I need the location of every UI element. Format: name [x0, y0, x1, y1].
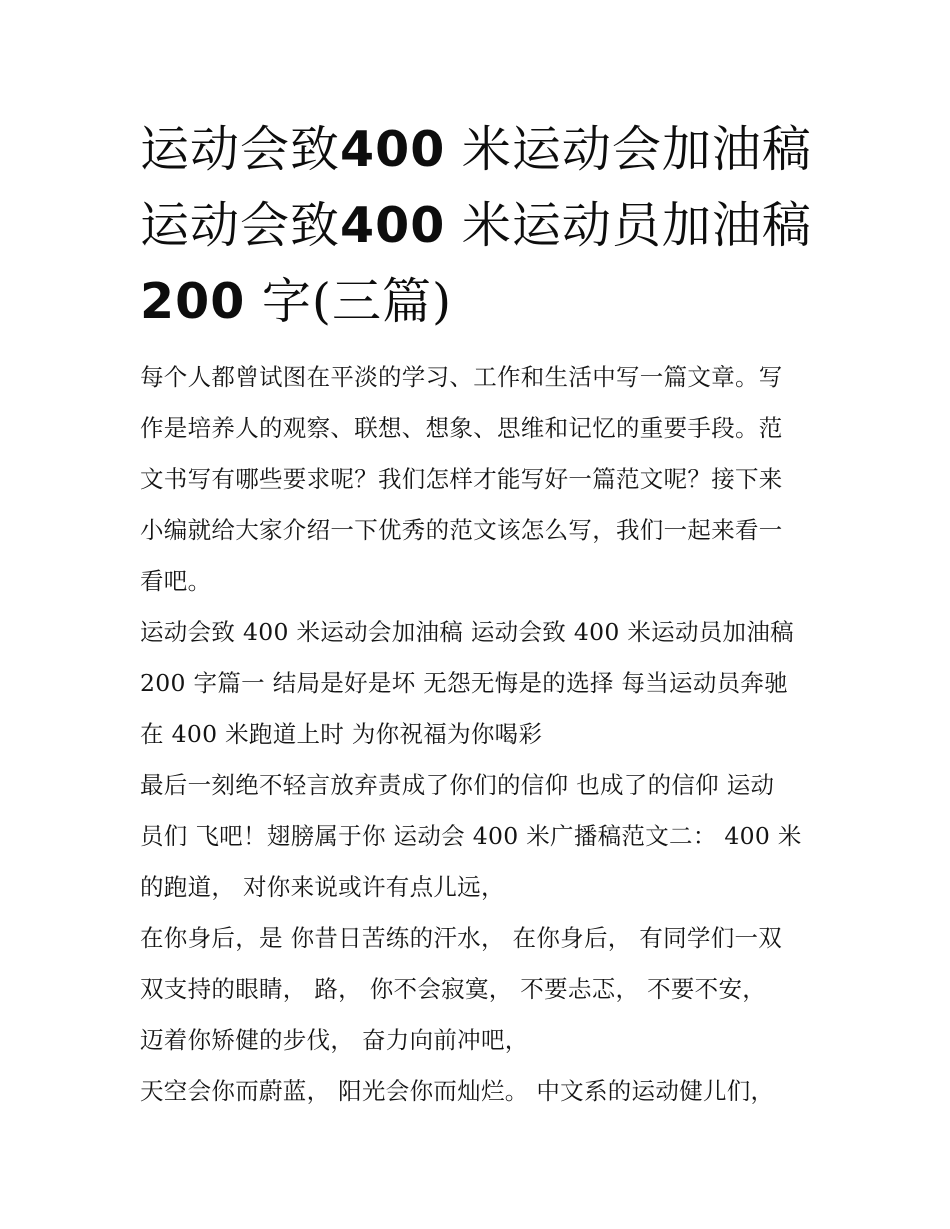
title-text: 米运动会加油稿: [461, 121, 812, 178]
title-line: [140, 264, 830, 340]
text-line: 在 400 米跑道上时 为你祝福为你喝彩: [140, 720, 543, 748]
text-line: 员们 飞吧！翅膀属于你 运动会 400 米广播稿范文二： 400 米: [140, 822, 802, 850]
paragraph-essay-two: [140, 760, 830, 913]
paragraph-essay-three: [140, 913, 830, 1066]
text-line: 小编就给大家介绍一下优秀的范文该怎么写，我们一起来看一: [140, 516, 783, 544]
paragraph-essay-four: [140, 1066, 830, 1117]
paragraph-essay-one: [140, 607, 830, 760]
document-body: [140, 352, 830, 1117]
title-text: 运动会致: [140, 197, 341, 254]
title-number: 400: [340, 197, 446, 254]
text-line: 每个人都曾试图在平淡的学习、工作和生活中写一篇文章。写: [140, 363, 783, 391]
title-text: 米运动员加油稿: [461, 197, 812, 254]
title-line: [140, 188, 830, 264]
title-text: 运动会致: [140, 121, 341, 178]
text-line: 200 字篇一 结局是好是坏 无怨无悔是的选择 每当运动员奔驰: [140, 669, 789, 697]
title-number: 200: [140, 273, 246, 330]
text-line: 天空会你而蔚蓝， 阳光会你而灿烂。 中文系的运动健儿们，: [140, 1077, 775, 1105]
text-line: 作是培养人的观察、联想、想象、思维和记忆的重要手段。范: [140, 414, 783, 442]
text-line: 迈着你矫健的步伐， 奋力向前冲吧，: [140, 1026, 529, 1054]
text-line: 运动会致 400 米运动会加油稿 运动会致 400 米运动员加油稿: [140, 618, 794, 646]
text-line: 双支持的眼睛， 路， 你不会寂寞， 不要忐忑， 不要不安，: [140, 975, 767, 1003]
text-line: 看吧。: [140, 567, 212, 595]
text-line: 最后一刻绝不轻言放弃责成了你们的信仰 也成了的信仰 运动: [140, 771, 775, 799]
document-title: [140, 112, 830, 340]
text-line: 的跑道， 对你来说或许有点儿远，: [140, 873, 505, 901]
text-line: 文书写有哪些要求呢？我们怎样才能写好一篇范文呢？接下来: [140, 465, 783, 493]
title-number: 400: [340, 121, 446, 178]
text-line: 在你身后，是 你昔日苦练的汗水， 在你身后， 有同学们一双: [140, 924, 783, 952]
title-line: [140, 112, 830, 188]
title-text: 字(三篇): [261, 273, 453, 330]
paragraph-intro: [140, 352, 830, 607]
